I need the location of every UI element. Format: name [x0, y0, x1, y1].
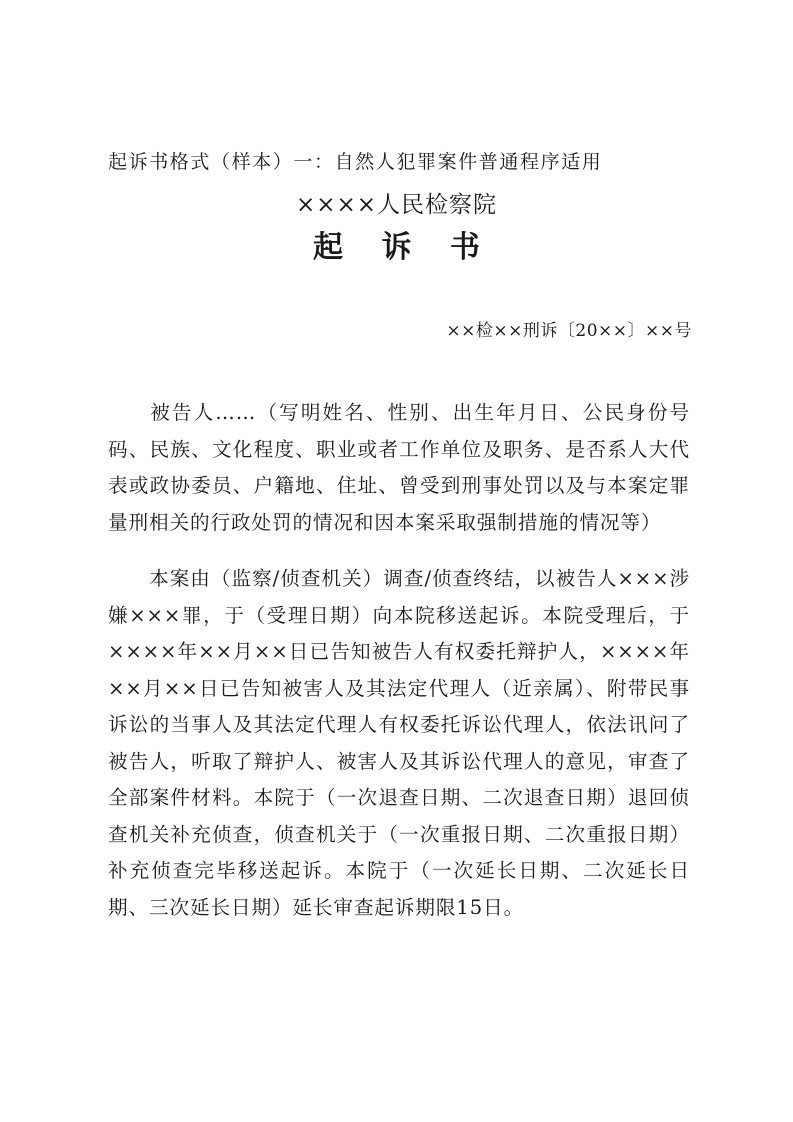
procuratorate-name: ××××人民检察院 — [295, 192, 498, 218]
defendant-info-paragraph — [108, 395, 690, 541]
case-procedure-paragraph — [108, 561, 690, 926]
format-note: 起诉书格式（样本）一：自然人犯罪案件普通程序适用 — [108, 151, 603, 173]
paragraph-text: 被告人……（写明姓名、性别、出生年月日、公民身份号码、民族、文化程度、职业或者工作单位及职务、是否系人大代表或政协委员、户籍地、住址、曾受到刑事处罚以及与本案定罪量刑相关的行政处罚的情况和因本案采取强制措施的情况等） — [108, 401, 690, 534]
document-title: 起 诉 书 — [313, 230, 494, 265]
document-number: ××检××刑诉〔20××〕××号 — [446, 321, 692, 341]
paragraph-text: 本案由（监察/侦查机关）调查/侦查终结，以被告人×××涉嫌×××罪，于（受理日期）向本院移送起诉。本院受理后，于××××年××月××日已告知被告人有权委托辩护人，××××年××月××日已告知被害人及其法定代理人（近亲属）、附带民事诉讼的当事人及其法定代理人有权委托诉讼代理人，依法讯问了被告人，听取了辩护人、被害人及其诉讼代理人的意见，审查了全部案件材料。本院于（一次退查日期、二次退查日期）退回侦查机关补充侦查，侦查机关于（一次重报日期、二次重报日期）补充侦查完毕移送起诉。本院于（一次延长日期、二次延长日期、三次延长日期）延长审查起诉期限15日。 — [108, 567, 690, 919]
